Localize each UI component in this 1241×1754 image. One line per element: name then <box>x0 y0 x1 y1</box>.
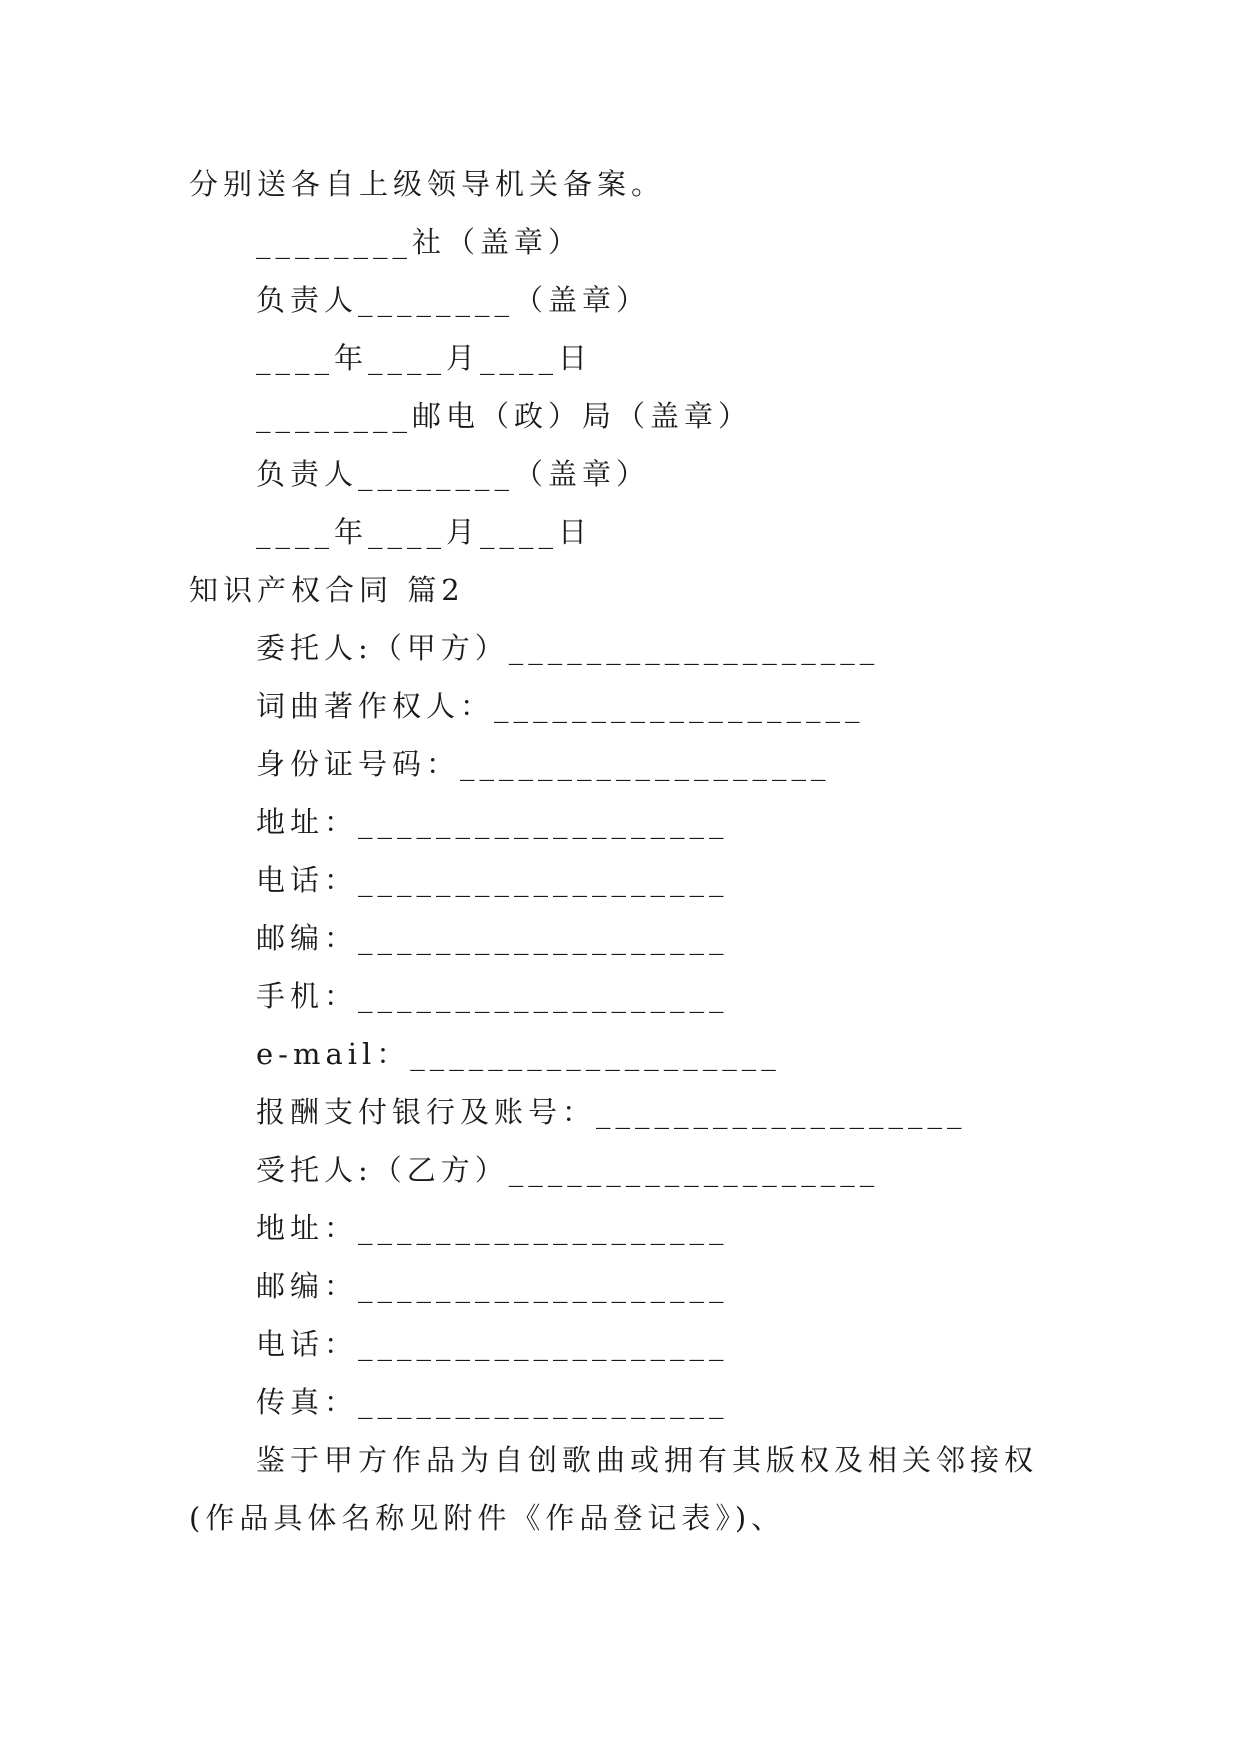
post-office-date-line: ____年____月____日 <box>256 515 593 549</box>
body-paragraph-continuation: (作品具体名称见附件《作品登记表》)、 <box>189 1501 786 1535</box>
party-a-email-line: e-mail：___________________ <box>256 1037 781 1071</box>
body-text-line: 分别送各自上级领导机关备案。 <box>189 167 666 201</box>
section-heading: 知识产权合同 篇2 <box>189 573 465 607</box>
post-office-representative-line: 负责人________（盖章） <box>256 457 651 491</box>
publisher-seal-line: ________社（盖章） <box>256 225 583 259</box>
party-a-phone-line: 电话：___________________ <box>256 863 729 897</box>
party-a-postcode-line: 邮编：___________________ <box>256 921 729 955</box>
publisher-date-line: ____年____月____日 <box>256 341 593 375</box>
publisher-representative-line: 负责人________（盖章） <box>256 283 651 317</box>
party-b-fax-line: 传真：___________________ <box>256 1385 729 1419</box>
bank-account-line: 报酬支付银行及账号：___________________ <box>256 1095 967 1129</box>
party-b-address-line: 地址：___________________ <box>256 1211 729 1245</box>
id-number-line: 身份证号码：___________________ <box>256 747 831 781</box>
copyright-owner-line: 词曲著作权人：___________________ <box>256 689 865 723</box>
party-a-line: 委托人:（甲方）___________________ <box>256 631 880 665</box>
party-b-postcode-line: 邮编：___________________ <box>256 1269 729 1303</box>
party-b-phone-line: 电话：___________________ <box>256 1327 729 1361</box>
body-paragraph-line: 鉴于甲方作品为自创歌曲或拥有其版权及相关邻接权 <box>256 1443 1039 1477</box>
post-office-seal-line: ________邮电（政）局（盖章） <box>256 399 753 433</box>
party-a-address-line: 地址：___________________ <box>256 805 729 839</box>
party-a-mobile-line: 手机：___________________ <box>256 979 729 1013</box>
party-b-line: 受托人:（乙方）___________________ <box>256 1153 880 1187</box>
